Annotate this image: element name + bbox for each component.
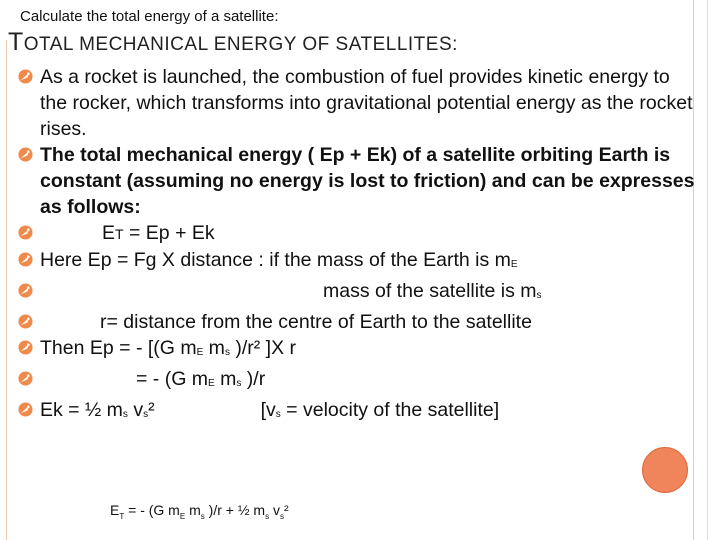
dart-bullet-icon <box>18 252 33 267</box>
bullet-text: Here Ep = Fg X distance : if the mass of the Earth is m <box>40 249 511 271</box>
velocity-note: = velocity of the satellite] <box>280 399 500 421</box>
bullet-item <box>18 247 698 278</box>
sub-e: E <box>196 347 204 358</box>
sub-s: s <box>265 511 270 521</box>
formula-part: m <box>214 368 237 390</box>
final-formula <box>110 502 289 521</box>
dart-bullet-icon <box>18 402 33 417</box>
sub-s: s <box>143 409 149 420</box>
bullet-item <box>18 335 698 366</box>
bullet-item <box>18 397 698 428</box>
dart-bullet-icon <box>18 69 33 84</box>
dart-bullet-icon <box>18 314 33 329</box>
formula-e: E <box>102 222 116 244</box>
sub-s: s <box>279 511 284 521</box>
dart-bullet-icon <box>18 147 33 162</box>
formula-part: )/r² ]X r <box>229 337 297 359</box>
bullet-item <box>18 142 698 220</box>
formula-part: v <box>127 399 144 421</box>
dart-bullet-icon <box>18 340 33 355</box>
bullet-item <box>18 309 698 335</box>
slide-frame-right-line <box>707 0 708 540</box>
sub-s: s <box>224 347 230 358</box>
bullet-text: The total mechanical energy ( Ep + Ek) of a satellite orbiting Earth is constant (assuming no energy is lost to friction) and can be expresses as follows: <box>40 144 695 218</box>
formula-rest: = Ep + Ek <box>123 222 215 244</box>
sub-e: E <box>208 378 215 389</box>
bullet-text: r= distance from the centre of Earth to the satellite <box>100 311 532 333</box>
formula-part: = - (G m <box>124 502 180 518</box>
bullet-item <box>18 64 698 142</box>
formula-part: ² <box>148 399 155 421</box>
sub-s: s <box>122 409 128 420</box>
bullet-item <box>18 278 698 309</box>
formula-part: m <box>203 337 225 359</box>
dart-bullet-icon <box>18 371 33 386</box>
bullet-text: mass of the satellite is m <box>323 280 537 302</box>
formula-part: m <box>185 502 201 518</box>
title-initial: T <box>8 28 24 56</box>
sub-s: s <box>536 290 542 301</box>
sub-t: T <box>119 511 125 521</box>
velocity-note: [v <box>260 399 276 421</box>
formula-part: E <box>110 502 120 518</box>
formula-t: T <box>115 226 124 242</box>
dart-bullet-icon <box>18 283 33 298</box>
formula-part: )/r <box>241 368 266 390</box>
formula-part: Ek = ½ m <box>40 399 123 421</box>
sub-s: s <box>236 378 242 389</box>
slide-frame-left <box>0 40 7 540</box>
sub-e: E <box>179 511 186 521</box>
dart-bullet-icon <box>18 225 33 240</box>
formula-part: ² <box>283 502 289 518</box>
sub-s: s <box>200 511 205 521</box>
title-rest: OTAL MECHANICAL ENERGY OF SATELLITES: <box>23 34 458 55</box>
formula-part: v <box>269 502 280 518</box>
bullet-item <box>18 366 698 397</box>
sub-e: E <box>510 259 518 270</box>
formula-part: Then Ep = - [(G m <box>40 337 197 359</box>
formula-part: )/r + ½ m <box>204 502 266 518</box>
bullet-list <box>18 64 698 428</box>
slide-caption: Calculate the total energy of a satellite: <box>20 8 279 25</box>
sub-s: s <box>275 409 281 420</box>
decorative-circle <box>642 447 688 493</box>
bullet-text: As a rocket is launched, the combustion of fuel provides kinetic energy to the rocker, which transforms into gravitational potential energy as the rocket rises. <box>40 66 693 140</box>
bullet-item <box>18 220 698 247</box>
formula-part: = - (G m <box>136 368 209 390</box>
slide-title <box>8 28 458 57</box>
